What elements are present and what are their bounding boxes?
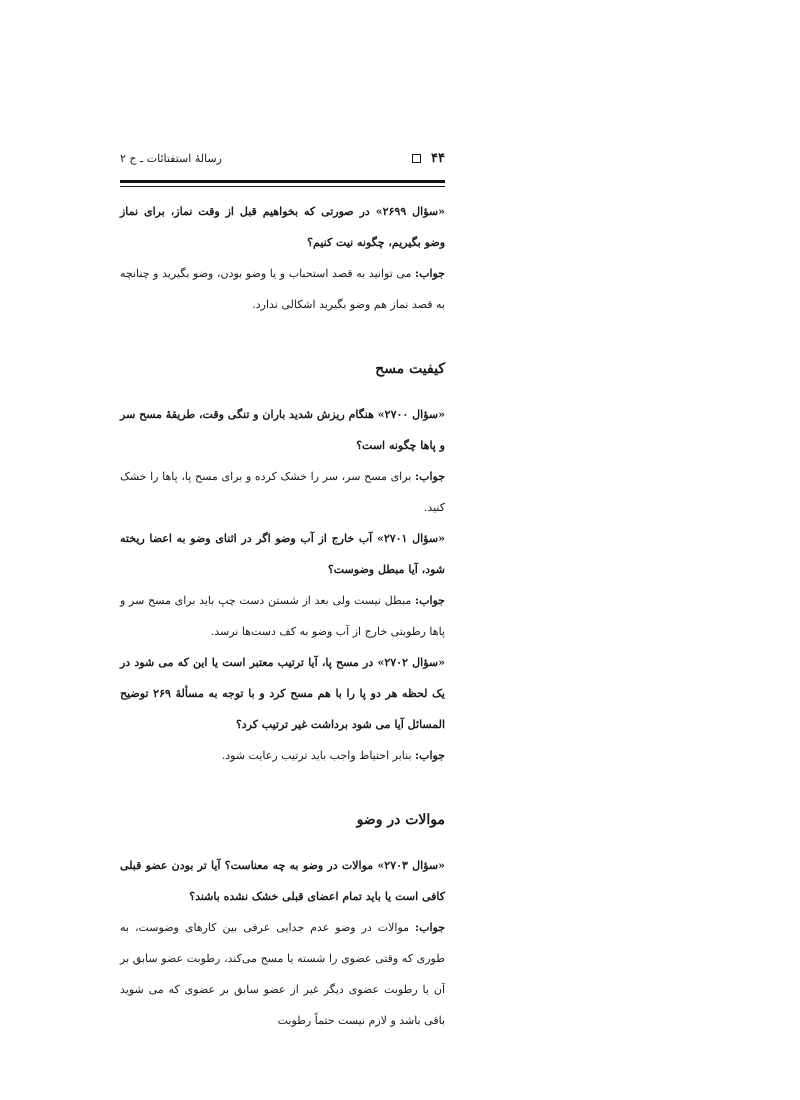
answer-text: مبطل نیست ولی بعد از شستن دست چپ باید برای مسح سر و پاها رطوبتی خارج از آب وضو به کف دست‌ها نرسد. (120, 594, 445, 638)
square-ornament-icon (412, 154, 421, 163)
answer-paragraph (120, 912, 445, 1036)
question-label: «سؤال ۲۷۰۲» (377, 656, 445, 669)
page-number: ۴۴ (431, 151, 445, 166)
question-paragraph (120, 850, 445, 912)
answer-label: جواب: (415, 470, 446, 483)
answer-paragraph (120, 461, 445, 523)
answer-paragraph (120, 740, 445, 771)
answer-label: جواب: (415, 921, 446, 934)
question-text: در صورتی که بخواهیم قبل از وقت نماز، برای نماز وضو بگیریم، چگونه نیت کنیم؟ (120, 205, 445, 249)
question-text: هنگام ریزش شدید باران و تنگی وقت، طریقهٔ مسح سر و پاها چگونه است؟ (120, 408, 445, 452)
running-title: رسالهٔ استفتائات ـ ج ۲ (120, 152, 222, 165)
answer-label: جواب: (415, 749, 445, 762)
answer-text: بنابر احتیاط واجب باید ترتیب رعایت شود. (221, 749, 412, 762)
answer-paragraph (120, 585, 445, 647)
answer-text: برای مسح سر، سر را خشک کرده و برای مسح پا، پاها را خشک کنید. (120, 470, 445, 514)
question-paragraph (120, 399, 445, 461)
question-label: «سؤال ۲۶۹۹» (375, 205, 445, 218)
answer-label: جواب: (415, 267, 445, 280)
answer-text: می توانید به قصد استحباب و یا وضو بودن، وضو بگیرید و چنانچه به قصد نماز هم وضو بگیرید اشکالی ندارد. (120, 267, 445, 311)
header-rule-thin (120, 186, 445, 187)
question-label: «سؤال ۲۷۰۳» (377, 859, 445, 872)
page-body (120, 196, 445, 1036)
question-text: در مسح پا، آیا ترتیب معتبر است یا این که می شود در یک لحظه هر دو پا را با هم مسح کرد و با توجه به مسألهٔ ۲۶۹ توضیح المسائل آیا می شود برداشت غیر ترتیب کرد؟ (120, 656, 445, 731)
question-paragraph (120, 196, 445, 258)
answer-text: موالات در وضو عدم جدایی عرفی بین کارهای وضوست، به طوری که وقتی عضوی را شسته یا مسح می‌کند، رطوبت عضو سابق بر آن یا رطوبت عضوی دیگر غیر از عضو سابق بر عضوی که می شوید باقی باشد و لازم نیست حتماً رطوبت (120, 921, 445, 1027)
section-title: موالات در وضو (356, 812, 445, 828)
question-paragraph (120, 523, 445, 585)
question-paragraph (120, 647, 445, 740)
header-rule-thick (120, 180, 445, 183)
answer-paragraph (120, 258, 445, 320)
question-text: موالات در وضو به چه معناست؟ آیا تر بودن عضو قبلی کافی است یا باید تمام اعضای قبلی خشک نشده باشند؟ (120, 859, 445, 903)
question-label: «سؤال ۲۷۰۰» (377, 408, 445, 421)
section-title: کیفیت مسح (375, 361, 445, 377)
answer-label: جواب: (415, 594, 445, 607)
question-label: «سؤال ۲۷۰۱» (376, 532, 445, 545)
question-text: آب خارج از آب وضو اگر در اثنای وضو به اعضا ریخته شود، آیا مبطل وضوست؟ (120, 532, 445, 576)
page-header (120, 149, 445, 171)
